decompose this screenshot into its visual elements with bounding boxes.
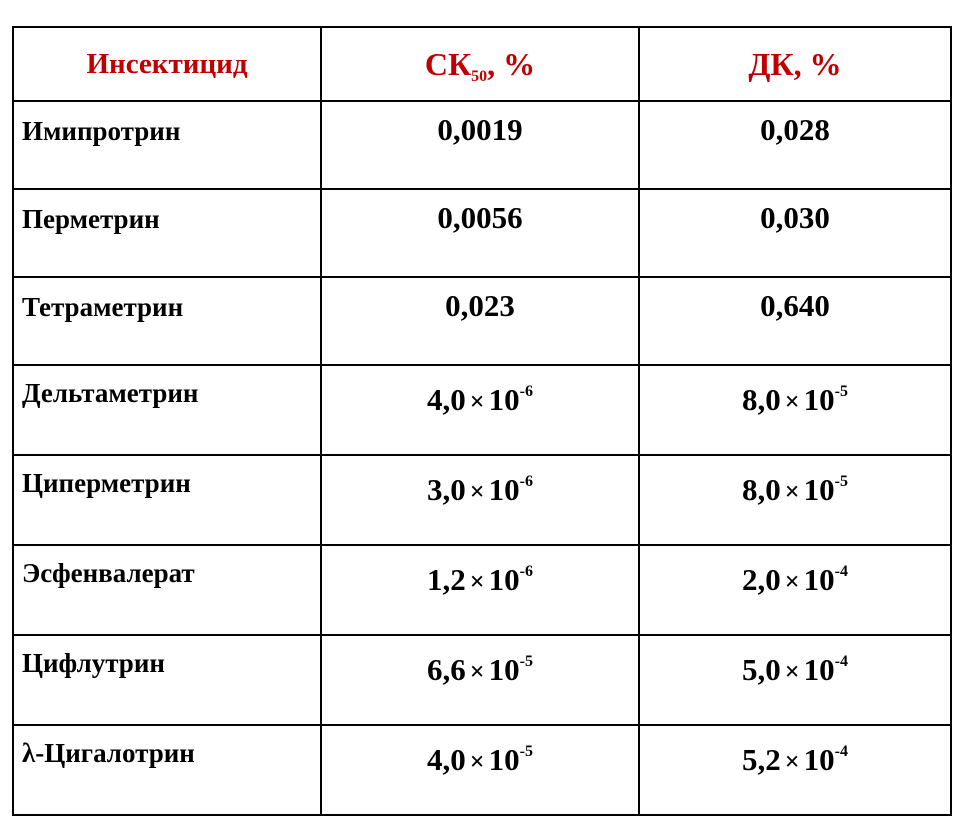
sk-base: 10 [488,472,520,507]
times-sign: × [784,657,800,686]
dk-base: 10 [803,742,835,777]
row-sk-cell: 0,0056 [321,189,639,277]
row-dk-cell [639,725,951,815]
table-header [13,27,951,101]
table-row [13,101,951,189]
sk-base: 10 [488,382,520,417]
row-name-cell: Имипротрин [13,101,321,189]
sk-exponent: -6 [519,383,533,400]
sk-base: 10 [488,652,520,687]
sk-base: 10 [488,562,520,597]
row-dk-cell [639,545,951,635]
row-name-cell: Циперметрин [13,455,321,545]
table-row [13,635,951,725]
row-dk-cell [639,365,951,455]
header-sk50-main: СК [424,45,472,82]
row-sk-cell [321,455,639,545]
dk-exponent: -5 [834,473,848,490]
times-sign: × [469,567,485,596]
row-sk-cell [321,725,639,815]
dk-mantissa: 8,0 [742,382,781,417]
dk-base: 10 [803,382,835,417]
dk-base: 10 [803,472,835,507]
dk-exponent: -4 [834,743,848,760]
header-insecticide: Инсектицид [13,27,321,101]
table-row [13,725,951,815]
sk-mantissa: 1,2 [427,562,466,597]
sk-mantissa: 4,0 [427,742,466,777]
dk-exponent: -4 [834,653,848,670]
sk-mantissa: 6,6 [427,652,466,687]
row-sk-cell: 0,023 [321,277,639,365]
times-sign: × [784,567,800,596]
dk-exponent: -4 [834,563,848,580]
header-sk50-subscript: 50 [471,67,488,85]
header-dk: ДК, % [639,27,951,101]
table-row [13,365,951,455]
dk-base: 10 [803,562,835,597]
row-dk-cell [639,635,951,725]
row-sk-cell: 0,0019 [321,101,639,189]
table-row [13,545,951,635]
dk-mantissa: 5,2 [742,742,781,777]
times-sign: × [469,747,485,776]
row-sk-cell [321,365,639,455]
dk-mantissa: 8,0 [742,472,781,507]
table-row [13,277,951,365]
times-sign: × [784,747,800,776]
sk-exponent: -6 [519,563,533,580]
row-dk-cell: 0,028 [639,101,951,189]
row-dk-cell [639,455,951,545]
times-sign: × [469,387,485,416]
dk-exponent: -5 [834,383,848,400]
row-dk-cell: 0,640 [639,277,951,365]
row-name-cell: Перметрин [13,189,321,277]
row-sk-cell [321,545,639,635]
insecticide-table [12,26,952,816]
sk-base: 10 [488,742,520,777]
times-sign: × [469,477,485,506]
dk-mantissa: 5,0 [742,652,781,687]
row-sk-cell [321,635,639,725]
row-name-cell: Дельтаметрин [13,365,321,455]
table-row [13,455,951,545]
row-name-cell: λ-Цигалотрин [13,725,321,815]
row-name-cell: Тетраметрин [13,277,321,365]
table-row [13,189,951,277]
sk-mantissa: 3,0 [427,472,466,507]
sk-exponent: -6 [519,473,533,490]
sk-exponent: -5 [519,653,533,670]
header-sk50 [321,27,639,101]
times-sign: × [784,387,800,416]
row-name-cell: Цифлутрин [13,635,321,725]
header-row [13,27,951,101]
times-sign: × [784,477,800,506]
header-sk50-tail: , % [487,45,536,82]
sk-exponent: -5 [519,743,533,760]
row-dk-cell: 0,030 [639,189,951,277]
table-body [13,101,951,815]
row-name-cell: Эсфенвалерат [13,545,321,635]
dk-base: 10 [803,652,835,687]
times-sign: × [469,657,485,686]
sk-mantissa: 4,0 [427,382,466,417]
dk-mantissa: 2,0 [742,562,781,597]
